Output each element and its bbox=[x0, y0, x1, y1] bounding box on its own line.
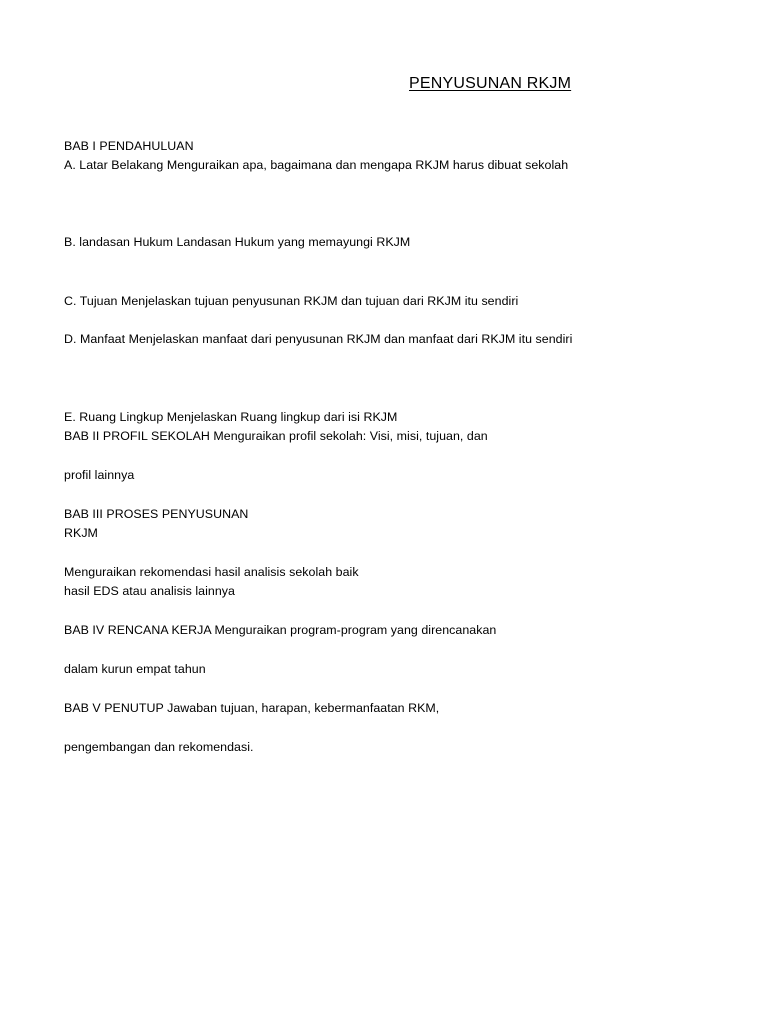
chapter-3-description-continuation: hasil EDS atau analisis lainnya bbox=[64, 584, 235, 598]
chapter-3-heading-continuation: RKJM bbox=[64, 526, 98, 540]
chapter-3-heading: BAB III PROSES PENYUSUNAN bbox=[64, 507, 249, 521]
section-a-latar-belakang: A. Latar Belakang Menguraikan apa, bagaimana dan mengapa RKJM harus dibuat sekolah bbox=[64, 158, 569, 172]
chapter-2-profil-sekolah: BAB II PROFIL SEKOLAH Menguraikan profil sekolah: Visi, misi, tujuan, dan bbox=[64, 429, 488, 443]
chapter-5-continuation: pengembangan dan rekomendasi. bbox=[64, 740, 254, 754]
chapter-2-continuation: profil lainnya bbox=[64, 468, 135, 482]
chapter-5-penutup: BAB V PENUTUP Jawaban tujuan, harapan, kebermanfaatan RKM, bbox=[64, 701, 440, 715]
chapter-4-rencana-kerja: BAB IV RENCANA KERJA Menguraikan program-program yang direncanakan bbox=[64, 623, 497, 637]
section-b-landasan-hukum: B. landasan Hukum Landasan Hukum yang memayungi RKJM bbox=[64, 235, 411, 249]
chapter-3-description: Menguraikan rekomendasi hasil analisis sekolah baik bbox=[64, 565, 359, 579]
section-d-manfaat: D. Manfaat Menjelaskan manfaat dari penyusunan RKJM dan manfaat dari RKJM itu sendiri bbox=[64, 332, 573, 346]
document-title: PENYUSUNAN RKJM bbox=[409, 75, 572, 92]
section-c-tujuan: C. Tujuan Menjelaskan tujuan penyusunan RKJM dan tujuan dari RKJM itu sendiri bbox=[64, 294, 519, 308]
chapter-1-heading: BAB I PENDAHULUAN bbox=[64, 139, 194, 153]
chapter-4-continuation: dalam kurun empat tahun bbox=[64, 662, 206, 676]
section-e-ruang-lingkup: E. Ruang Lingkup Menjelaskan Ruang lingkup dari isi RKJM bbox=[64, 410, 398, 424]
